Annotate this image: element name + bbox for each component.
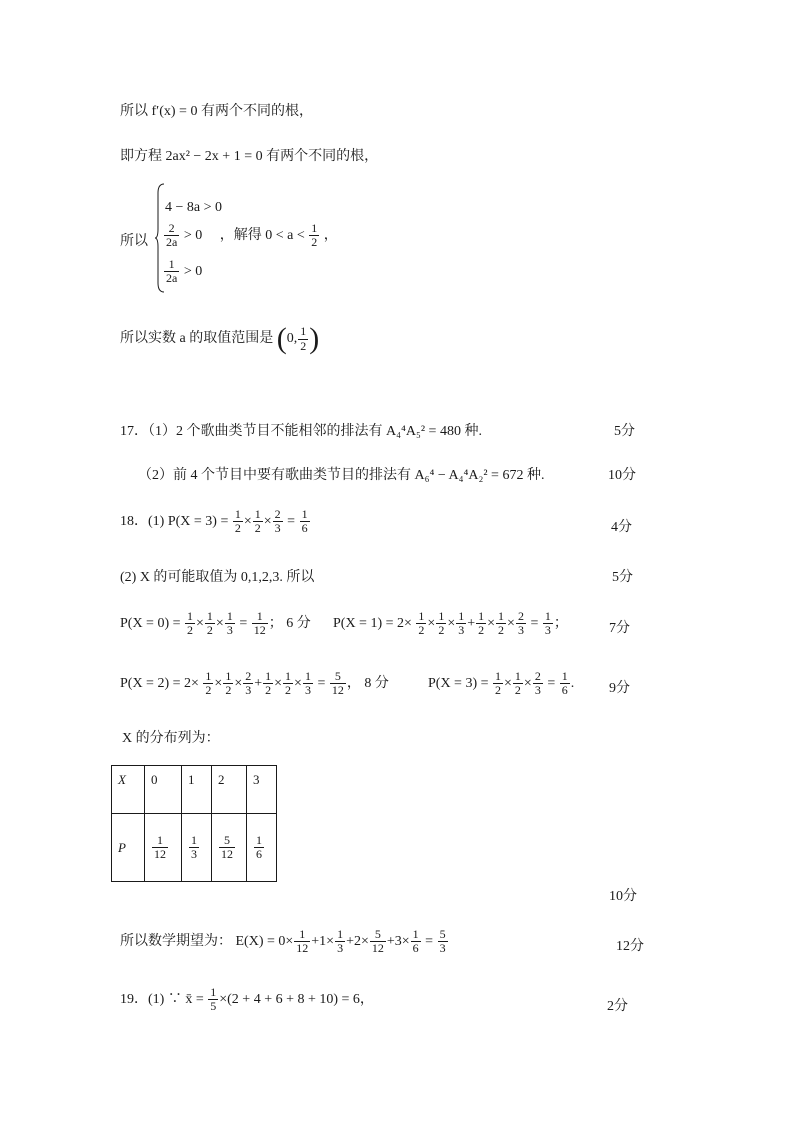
denominator: 2 bbox=[206, 623, 213, 638]
fraction bbox=[543, 610, 553, 637]
fraction bbox=[370, 928, 386, 955]
table-cell: 0 bbox=[145, 766, 182, 814]
numerator: 1 bbox=[478, 609, 485, 623]
numerator: 1 bbox=[285, 669, 292, 683]
expectation-text: 所以数学期望为： E(X) = 0× bbox=[120, 933, 294, 949]
numerator: 2 bbox=[168, 221, 175, 235]
denominator: 3 bbox=[439, 941, 446, 956]
numerator: 1 bbox=[234, 507, 241, 521]
range-text: 所以实数 a 的取值范围是 bbox=[120, 331, 274, 347]
fraction bbox=[273, 508, 283, 535]
numerator: 2 bbox=[517, 609, 524, 623]
prob-x2-label: P(X = 2) = 2× bbox=[120, 675, 199, 691]
distribution-table bbox=[111, 765, 277, 882]
q17-part1-text: 17．（1）2 个歌曲类节目不能相邻的排法有 A₄⁴A₅² = 480 种. bbox=[120, 424, 482, 439]
denominator: 2 bbox=[498, 623, 505, 638]
score-7: 7分 bbox=[609, 621, 630, 636]
denominator: 3 bbox=[337, 941, 344, 956]
numerator: 5 bbox=[439, 927, 446, 941]
denominator: 2 bbox=[514, 683, 521, 698]
fraction bbox=[294, 928, 310, 955]
table-cell bbox=[182, 814, 212, 882]
fraction bbox=[533, 670, 543, 697]
system-row-2 bbox=[163, 222, 338, 249]
fraction bbox=[219, 834, 235, 861]
table-row bbox=[112, 766, 277, 814]
line-range bbox=[120, 322, 319, 356]
fraction bbox=[298, 325, 308, 352]
prob-x1: P(X = 1) = 2× $\frac{1}{2}$ × $\frac{1}{2}$ × $\frac{1}{3}$ + $\frac{1}{2}$ × $\frac{1}{2}$ × $\frac{2}{3}$ = $\frac{1}{3}$ ； bbox=[333, 609, 568, 638]
prob-x1-label: P(X = 1) = 2× bbox=[333, 615, 412, 631]
system-row-1 bbox=[165, 200, 222, 216]
table-cell bbox=[145, 814, 182, 882]
denominator: 6 bbox=[412, 941, 419, 956]
denominator: 12 bbox=[154, 847, 166, 861]
numerator: 2 bbox=[274, 507, 281, 521]
fraction bbox=[493, 670, 503, 697]
table-cell: X bbox=[112, 766, 145, 814]
numerator: 1 bbox=[187, 609, 194, 623]
numerator: 1 bbox=[299, 927, 306, 941]
fraction bbox=[225, 610, 235, 637]
denominator: 12 bbox=[331, 683, 344, 698]
fraction bbox=[203, 670, 213, 697]
denominator: 3 bbox=[191, 847, 197, 861]
numerator: 1 bbox=[225, 669, 232, 683]
system-row-1-text: 4 − 8a > 0 bbox=[165, 200, 223, 215]
denominator: 12 bbox=[296, 941, 309, 956]
denominator: 2 bbox=[495, 683, 502, 698]
fraction bbox=[208, 986, 218, 1013]
fraction bbox=[263, 670, 273, 697]
numerator: 1 bbox=[206, 609, 213, 623]
distribution-title bbox=[122, 727, 220, 747]
table-cell bbox=[212, 814, 247, 882]
table-cell: 2 bbox=[212, 766, 247, 814]
numerator: 2 bbox=[534, 669, 541, 683]
fraction bbox=[283, 670, 293, 697]
denominator: 2 bbox=[225, 683, 232, 698]
denominator: 6 bbox=[256, 847, 262, 861]
punctuation: . bbox=[570, 675, 575, 691]
prob-x0-score: ； 6 分 bbox=[268, 615, 311, 631]
denominator: 12 bbox=[221, 847, 233, 861]
left-paren: ( bbox=[276, 322, 287, 355]
fraction bbox=[243, 670, 253, 697]
line-derivative-roots bbox=[120, 100, 313, 120]
numerator: 1 bbox=[498, 609, 505, 623]
fraction bbox=[189, 834, 199, 861]
denominator: 3 bbox=[226, 623, 233, 638]
line-equation-roots bbox=[120, 145, 378, 165]
q18-part2 bbox=[120, 566, 314, 586]
fraction bbox=[476, 610, 486, 637]
numerator: 1 bbox=[205, 669, 212, 683]
numerator: 1 bbox=[337, 927, 344, 941]
numerator: 1 bbox=[495, 669, 502, 683]
prob-x0-label: P(X = 0) = bbox=[120, 615, 181, 631]
prob-x3-label: P(X = 3) = bbox=[428, 675, 489, 691]
q19-rest: ×(2 + 4 + 6 + 8 + 10) = 6， bbox=[219, 991, 374, 1007]
table-cell: 3 bbox=[247, 766, 277, 814]
denominator: 3 bbox=[544, 623, 551, 638]
denominator: 2 bbox=[254, 521, 261, 536]
denominator: 2 bbox=[205, 683, 212, 698]
denominator: 2 bbox=[234, 521, 241, 536]
numerator: 1 bbox=[256, 609, 263, 623]
numerator: 1 bbox=[265, 669, 272, 683]
fraction bbox=[456, 610, 466, 637]
denominator: 3 bbox=[458, 623, 465, 638]
denominator: 6 bbox=[301, 521, 308, 536]
numerator: 5 bbox=[224, 832, 230, 847]
fraction bbox=[164, 258, 179, 285]
fraction bbox=[152, 834, 168, 861]
denominator: 12 bbox=[371, 941, 384, 956]
q17-part2 bbox=[138, 464, 544, 484]
q18-part2-text: (2) X 的可能取值为 0,1,2,3. 所以 bbox=[120, 570, 315, 585]
fraction bbox=[164, 222, 179, 249]
table-row bbox=[112, 814, 277, 882]
fraction bbox=[330, 670, 346, 697]
q19-prefix: 19．(1) ∵ x̄ = bbox=[120, 991, 204, 1007]
fraction bbox=[252, 610, 268, 637]
table-cell bbox=[247, 814, 277, 882]
right-paren: ) bbox=[309, 322, 320, 355]
denominator: 3 bbox=[534, 683, 541, 698]
prob-x3: P(X = 3) = $\frac{1}{2}$ × $\frac{1}{2}$ × $\frac{2}{3}$ = $\frac{1}{6}$ . bbox=[428, 669, 575, 698]
fraction bbox=[253, 508, 263, 535]
denominator: 2 bbox=[311, 235, 318, 250]
numerator: 2 bbox=[245, 669, 252, 683]
q18-part2-score: 5分 bbox=[612, 570, 633, 585]
fraction bbox=[496, 610, 506, 637]
numerator: 1 bbox=[418, 609, 425, 623]
fraction bbox=[205, 610, 215, 637]
denominator: 2 bbox=[285, 683, 292, 698]
punctuation: ， bbox=[323, 227, 338, 243]
q18-part1-score: 4分 bbox=[611, 520, 632, 535]
prob-x0: P(X = 0) = $\frac{1}{2}$ × $\frac{1}{2}$ × $\frac{1}{3}$ = $\frac{1}{12}$ ； 6 分 bbox=[120, 609, 311, 638]
denominator: 3 bbox=[274, 521, 281, 536]
denominator: 2 bbox=[187, 623, 194, 638]
system-prefix bbox=[120, 230, 148, 250]
fraction bbox=[438, 928, 448, 955]
fraction bbox=[303, 670, 313, 697]
expectation-line: 所以数学期望为： E(X) = 0× $\frac{1}{12}$ +1× $\frac{1}{3}$ +2× $\frac{5}{12}$ +3× $\frac{1}{6}$ = $\frac{5}{3}$ bbox=[120, 927, 446, 956]
numerator: 1 bbox=[256, 832, 262, 847]
score-9: 9分 bbox=[609, 681, 630, 696]
fraction bbox=[411, 928, 421, 955]
numerator: 1 bbox=[254, 507, 261, 521]
punctuation: ； bbox=[553, 615, 568, 631]
range-zero: 0, bbox=[286, 331, 298, 347]
numerator: 1 bbox=[157, 832, 163, 847]
q17-part1 bbox=[120, 420, 482, 440]
fraction bbox=[185, 610, 195, 637]
q19-score: 2分 bbox=[607, 999, 628, 1014]
numerator: 1 bbox=[191, 832, 197, 847]
numerator: 1 bbox=[311, 221, 318, 235]
denominator: 2 bbox=[438, 623, 445, 638]
solve-text: ，解得 0 < a < bbox=[219, 227, 305, 243]
numerator: 1 bbox=[210, 985, 217, 999]
numerator: 1 bbox=[561, 669, 568, 683]
fraction bbox=[516, 610, 526, 637]
system-prefix-text: 所以 bbox=[120, 234, 148, 249]
numerator: 1 bbox=[300, 324, 307, 339]
denominator: 12 bbox=[253, 623, 266, 638]
numerator: 1 bbox=[304, 669, 311, 683]
denominator: 2 bbox=[418, 623, 425, 638]
equation-roots-text: 即方程 2ax² − 2x + 1 = 0 有两个不同的根， bbox=[120, 149, 379, 164]
fraction bbox=[335, 928, 345, 955]
denominator: 6 bbox=[561, 683, 568, 698]
prob-x2: P(X = 2) = 2× $\frac{1}{2}$ × $\frac{1}{2}$ × $\frac{2}{3}$ + $\frac{1}{2}$ × $\frac{1}{2}$ × $\frac{1}{3}$ = $\frac{5}{12}$ ， 8 分 bbox=[120, 669, 389, 698]
fraction bbox=[309, 222, 319, 249]
numerator: 1 bbox=[458, 609, 465, 623]
relation: > 0 bbox=[183, 263, 203, 279]
fraction bbox=[416, 610, 426, 637]
numerator: 5 bbox=[334, 669, 341, 683]
numerator: 1 bbox=[301, 507, 308, 521]
expectation-score: 12分 bbox=[616, 939, 644, 954]
denominator: 2 bbox=[478, 623, 485, 638]
table-cell: P bbox=[112, 814, 145, 882]
q19-part1 bbox=[120, 986, 374, 1013]
numerator: 1 bbox=[168, 257, 175, 271]
numerator: 5 bbox=[374, 927, 381, 941]
prob-x2-score: ， 8 分 bbox=[346, 675, 389, 691]
q17-part2-text: （2）前 4 个节目中要有歌曲类节目的排法有 A₆⁴ − A₄⁴A₂² = 672 种. bbox=[138, 468, 545, 483]
fraction bbox=[436, 610, 446, 637]
q17-part1-score: 5分 bbox=[614, 424, 635, 439]
derivative-roots-text: 所以 f′(x) = 0 有两个不同的根， bbox=[120, 104, 313, 119]
denominator: 2a bbox=[166, 235, 178, 250]
fraction bbox=[233, 508, 243, 535]
denominator: 2 bbox=[300, 338, 307, 353]
numerator: 1 bbox=[544, 609, 551, 623]
table-score: 10分 bbox=[609, 889, 637, 904]
denominator: 2 bbox=[265, 683, 272, 698]
table-cell: 1 bbox=[182, 766, 212, 814]
distribution-title-text: X 的分布列为： bbox=[122, 731, 220, 746]
q17-part2-score: 10分 bbox=[608, 468, 636, 483]
q18-part1: 18．(1) P(X = 3) = $\frac{1}{2}$ × $\frac{1}{2}$ × $\frac{2}{3}$ = $\frac{1}{6}$ bbox=[120, 507, 308, 536]
denominator: 5 bbox=[210, 999, 217, 1014]
denominator: 3 bbox=[517, 623, 524, 638]
q18-part1-text: 18．(1) P(X = 3) = bbox=[120, 513, 229, 529]
denominator: 3 bbox=[245, 683, 252, 698]
numerator: 1 bbox=[226, 609, 233, 623]
fraction bbox=[513, 670, 523, 697]
fraction bbox=[254, 834, 264, 861]
denominator: 3 bbox=[304, 683, 311, 698]
denominator: 2a bbox=[166, 271, 178, 286]
numerator: 1 bbox=[412, 927, 419, 941]
fraction bbox=[560, 670, 570, 697]
fraction bbox=[223, 670, 233, 697]
numerator: 1 bbox=[438, 609, 445, 623]
relation: > 0 bbox=[183, 227, 203, 243]
fraction bbox=[300, 508, 310, 535]
system-row-3 bbox=[163, 258, 202, 285]
numerator: 1 bbox=[514, 669, 521, 683]
